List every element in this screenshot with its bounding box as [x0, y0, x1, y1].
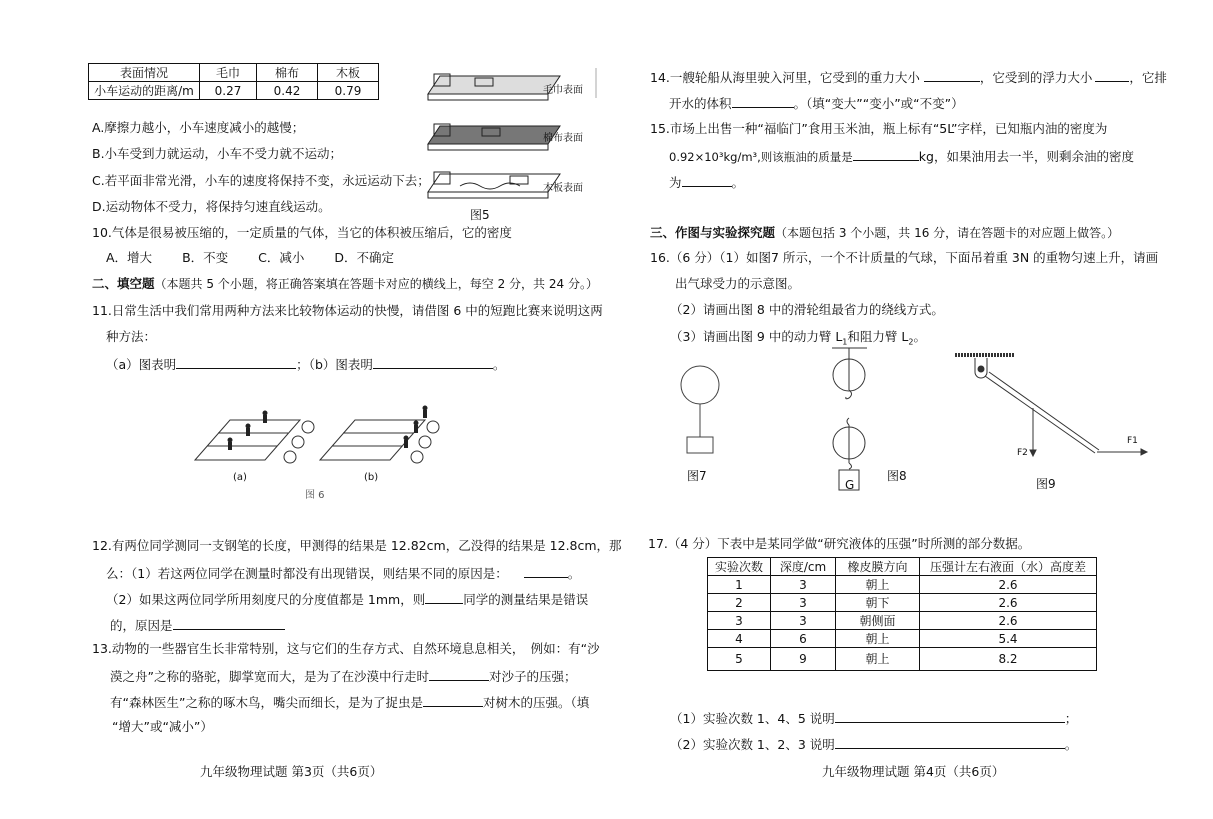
table-cell: 9 — [771, 648, 836, 671]
q17-s1 — [670, 709, 1077, 727]
q16-line4b: 和阻力臂 L — [847, 329, 909, 344]
table-header: 表面情况 — [89, 64, 200, 82]
q9-option-c: C.若平面非常光滑，小车的速度将保持不变，永远运动下去； — [92, 173, 430, 188]
q12-line3b: 同学的测量结果是错误 — [463, 592, 589, 607]
q17-blank-1[interactable] — [835, 709, 1065, 723]
table-header: 木板 — [318, 64, 379, 82]
q12-line3 — [106, 590, 588, 608]
figure-7-balloon — [680, 355, 730, 455]
figure-9-lever — [955, 350, 1155, 460]
figure-8-pulleys — [832, 345, 872, 495]
pressure-table — [707, 557, 1097, 671]
table-row — [708, 576, 1097, 594]
q17-s1-end: ； — [1064, 711, 1078, 726]
section-2-title: 二、填空题 — [92, 276, 155, 291]
q11-sep: ； — [296, 357, 309, 372]
q15-line3a: 为 — [669, 175, 682, 190]
table-row — [708, 612, 1097, 630]
section-2-desc: （本题共 5 个小题，将正确答案填在答题卡对应的横线上，每空 2 分，共 24 分。） — [154, 277, 598, 291]
table-cell: 6 — [771, 630, 836, 648]
table-cell: 2 — [708, 594, 771, 612]
q13-blank-1[interactable] — [429, 667, 489, 681]
table-cell: 2.6 — [920, 594, 1097, 612]
fig8-caption: 图8 — [887, 469, 907, 483]
table-cell: 朝上 — [836, 648, 920, 671]
q13-line1: 13.动物的一些器官生长非常特别，这与它们的生存方式、自然环境息息相关， 例如：有“沙 — [92, 641, 600, 656]
surface-table — [88, 63, 379, 100]
q11-end: 。 — [492, 357, 506, 372]
table-cell: 5 — [708, 648, 771, 671]
q11-line1: 11.日常生活中我们常用两种方法来比较物体运动的快慢，请借图 6 中的短跑比赛来说明这两 — [92, 303, 603, 318]
q12-line3a: （2）如果这两位同学所用刻度尺的分度值都是 1mm，则 — [106, 592, 426, 607]
q14-line1a: 14.一艘轮船从海里驶入河里，它受到的重力大小 — [650, 70, 920, 85]
q12-line2 — [106, 564, 580, 582]
q12-blank-1[interactable] — [524, 564, 568, 578]
q9-option-d: D.运动物体不受力，将保持匀速直线运动。 — [92, 199, 331, 214]
table-header: 橡皮膜方向 — [836, 558, 920, 576]
force-label-f1: F1 — [1127, 436, 1138, 446]
table-cell: 2.6 — [920, 612, 1097, 630]
q15-line3b: 。 — [731, 175, 745, 190]
q15-line2 — [669, 147, 1134, 165]
table-cell: 8.2 — [920, 648, 1097, 671]
q14-line2 — [669, 94, 964, 112]
q13-line3b: 对树木的压强。（填 — [482, 695, 590, 710]
q17-s1-text: （1）实验次数 1、4、5 说明 — [670, 711, 835, 726]
q10-options — [106, 250, 394, 266]
q16-line3: （2）请画出图 8 中的滑轮组最省力的绕线方式。 — [670, 302, 944, 317]
q17-s2-text: （2）实验次数 1、2、3 说明 — [670, 737, 835, 752]
q10-text: 10.气体是很易被压缩的，一定质量的气体，当它的体积被压缩后，它的密度 — [92, 225, 512, 240]
table-header: 深度/cm — [771, 558, 836, 576]
table-cell: 1 — [708, 576, 771, 594]
q11-line2: 种方法： — [106, 329, 157, 344]
table-cell: 3 — [771, 594, 836, 612]
q16-line2: 出气球受力的示意图。 — [675, 276, 801, 291]
table-cell: 0.79 — [318, 82, 379, 100]
table-cell: 朝上 — [836, 576, 920, 594]
q12-blank-2[interactable] — [425, 590, 463, 604]
q16-sub2: 2 — [908, 337, 914, 347]
force-label-f2: F2 — [1017, 448, 1028, 458]
fig7-caption: 图7 — [687, 469, 707, 483]
table-cell: 小车运动的距离/m — [89, 82, 200, 100]
q13-line3 — [110, 693, 589, 711]
table-cell: 3 — [771, 576, 836, 594]
q10-option-b: B．不变 — [182, 250, 229, 265]
table-header: 毛巾 — [200, 64, 257, 82]
table-cell: 0.42 — [257, 82, 318, 100]
table-cell: 4 — [708, 630, 771, 648]
q10-option-d: D．不确定 — [334, 250, 395, 265]
q13-line2a: 漠之舟”之称的骆驼，脚掌宽而大，是为了在沙漠中行走时 — [110, 669, 429, 684]
table-row — [708, 594, 1097, 612]
table-header: 棉布 — [257, 64, 318, 82]
table-cell: 0.27 — [200, 82, 257, 100]
q17-s2 — [670, 735, 1077, 753]
fig5-caption: 图5 — [470, 208, 490, 222]
q12-line2-end: 。 — [567, 566, 581, 581]
left-page-footer: 九年级物理试题 第3页（共6页） — [200, 764, 383, 779]
weight-label-g: G — [845, 478, 855, 492]
fig5-label-cotton: 棉布表面 — [543, 133, 583, 144]
q16-line4c: 。 — [913, 329, 926, 344]
q15-line2b: kg，如果油用去一半，则剩余油的密度 — [918, 149, 1134, 164]
q13-line4: “增大”或“减小”） — [112, 719, 213, 734]
q15-line3 — [669, 173, 744, 191]
fig5-label-towel: 毛巾表面 — [543, 85, 583, 96]
table-cell: 朝下 — [836, 594, 920, 612]
q12-line4-text: 的，原因是 — [110, 618, 173, 633]
q16-line1: 16.（6 分）（1）如图7 所示，一个不计质量的气球，下面吊着重 3N 的重物匀速上升，请画 — [650, 250, 1159, 265]
fig6-label-a: (a) — [233, 472, 247, 483]
q12-line4 — [110, 616, 285, 634]
table-cell: 3 — [771, 612, 836, 630]
section-3-desc: （本题包括 3 个小题，共 16 分，请在答题卡的对应题上做答。） — [775, 226, 1120, 240]
table-cell: 2.6 — [920, 576, 1097, 594]
section-3-title: 三、作图与实验探究题 — [650, 225, 776, 240]
fig6-caption: 图 6 — [305, 490, 325, 501]
section-3-heading — [650, 225, 1119, 241]
table-row — [708, 630, 1097, 648]
fig9-caption: 图9 — [1036, 477, 1056, 491]
q12-blank-3[interactable] — [173, 616, 285, 630]
section-2-heading — [92, 276, 598, 292]
q14-blank-2[interactable] — [1095, 68, 1129, 82]
q15-blank-2[interactable] — [682, 173, 732, 187]
q14-line1c: ，它排 — [1129, 70, 1167, 85]
q9-option-a: A.摩擦力越小，小车速度减小的越慢； — [92, 120, 305, 135]
q11-b-blank[interactable] — [373, 355, 493, 369]
table-cell: 朝侧面 — [836, 612, 920, 630]
q10-option-c: C．减小 — [258, 250, 305, 265]
table-cell: 朝上 — [836, 630, 920, 648]
q17-s2-end: 。 — [1064, 737, 1078, 752]
q17-line1: 17.（4 分）下表中是某同学做“研究液体的压强”时所测的部分数据。 — [648, 536, 1031, 551]
q13-line2 — [110, 667, 577, 685]
q15-blank-1[interactable] — [853, 147, 919, 161]
q11-b-label: （b）图表明 — [308, 357, 373, 372]
q13-line2b: 对沙子的压强； — [488, 669, 577, 684]
q17-blank-2[interactable] — [835, 735, 1065, 749]
q14-line1b: ，它受到的浮力大小 — [979, 70, 1093, 85]
q11-line3 — [106, 355, 505, 373]
q10-option-a: A．增大 — [106, 250, 153, 265]
q14-blank-1[interactable] — [924, 68, 980, 82]
table-cell: 5.4 — [920, 630, 1097, 648]
q16-sub1: 1 — [842, 337, 848, 347]
q11-a-blank[interactable] — [176, 355, 296, 369]
fig6-label-b: (b) — [364, 472, 379, 483]
q12-line2-text: 么：（1）若这两位同学在测量时都没有出现错误，则结果不同的原因是： — [106, 566, 508, 581]
q16-line4a: （3）请画出图 9 中的动力臂 L — [670, 329, 843, 344]
q15-line2a: 0.92×10³kg/m³,则该瓶油的质量是 — [669, 150, 853, 164]
q12-line1: 12.有两位同学测同一支钢笔的长度，甲测得的结果是 12.82cm，乙没得的结果是 12.8cm，那 — [92, 538, 622, 553]
table-row — [708, 648, 1097, 671]
q14-line2b: 。（填“变大”“变小”或“不变”） — [793, 96, 964, 111]
q13-line3a: 有“森林医生”之称的啄木鸟，嘴尖而细长，是为了捉虫是 — [110, 695, 423, 710]
q16-line4 — [670, 329, 926, 351]
q11-a-label: （a）图表明 — [106, 357, 177, 372]
table-cell: 3 — [708, 612, 771, 630]
q14-line2a: 开水的体积 — [669, 96, 732, 111]
figure-6-race — [190, 405, 470, 485]
table-header: 压强计左右液面（水）高度差 — [920, 558, 1097, 576]
q15-line1: 15.市场上出售一种“福临门”食用玉米油，瓶上标有“5L”字样，已知瓶内油的密度为 — [650, 121, 1108, 136]
q9-option-b: B.小车受到力就运动，小车不受力就不运动； — [92, 146, 343, 161]
q13-blank-2[interactable] — [423, 693, 483, 707]
right-page-footer: 九年级物理试题 第4页（共6页） — [822, 764, 1005, 779]
q14-line1 — [650, 68, 1167, 86]
fig5-label-wood: 木板表面 — [543, 183, 583, 194]
table-header: 实验次数 — [708, 558, 771, 576]
q14-blank-3[interactable] — [732, 94, 794, 108]
